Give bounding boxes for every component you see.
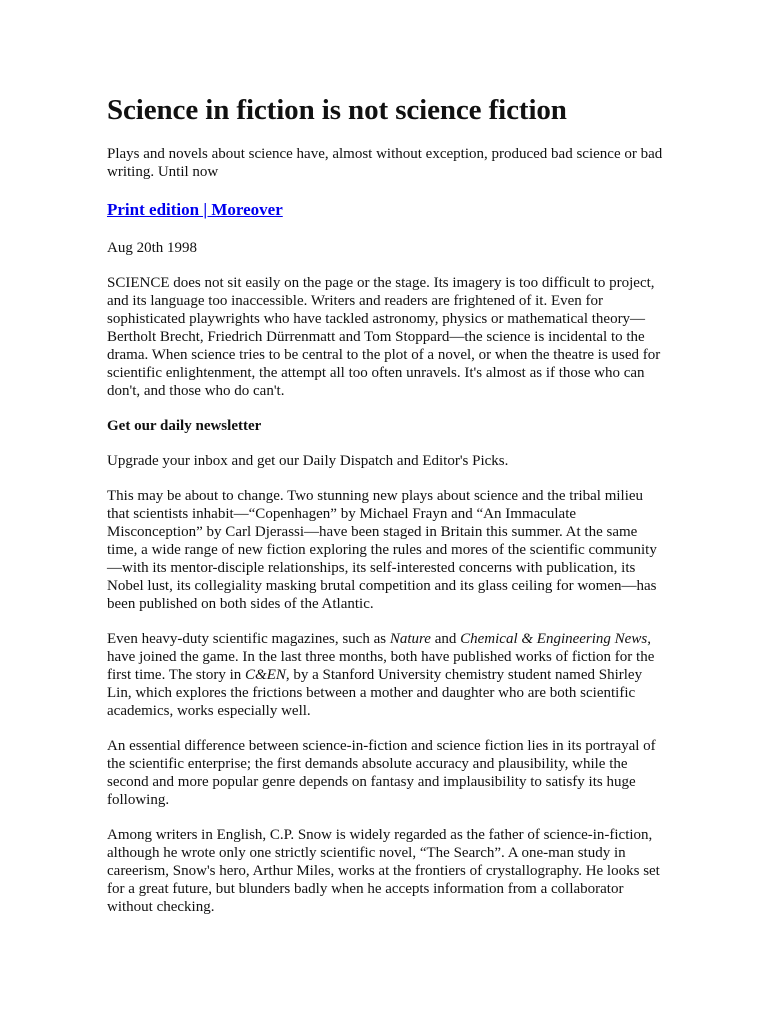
article-title: Science in fiction is not science fiction: [107, 94, 567, 126]
paragraph-3-text: Even heavy-duty scientific magazines, such as: [107, 631, 390, 647]
paragraph-3: [107, 630, 668, 720]
paragraph-1: SCIENCE does not sit easily on the page or the stage. Its imagery is too difficult to project, and its language too inaccessible. Writers and readers are frightened of it. Even for sophisticated playwrights who have tackled astronomy, physics or mathematical theory—Bertholt Brecht, Friedrich Dürrenmatt and Tom Stoppard—the science is incidental to the drama. When science tries to be central to the plot of a novel, or when the theatre is used for scientific enlightenment, the attempt all too often unravels. It's almost as if those who can don't, and those who do can't.: [107, 275, 661, 399]
article-standfirst: Plays and novels about science have, almost without exception, produced bad science or bad writing. Until now: [107, 146, 663, 180]
newsletter-heading: Get our daily newsletter: [107, 418, 262, 434]
paragraph-3-text: , have joined the game. In the last three months, both have published works of fiction for the first time. The story in: [107, 631, 655, 683]
article-date: Aug 20th 1998: [107, 240, 197, 256]
paragraph-3-text: , by a Stanford University chemistry student named Shirley Lin, which explores the frictions between a mother and daughter who are both scientific academics, works especially well.: [107, 667, 643, 719]
newsletter-text: Upgrade your inbox and get our Daily Dispatch and Editor's Picks.: [107, 453, 509, 469]
magazine-name-cen: Chemical & Engineering News: [460, 631, 648, 647]
paragraph-5: Among writers in English, C.P. Snow is widely regarded as the father of science-in-fiction, although he wrote only one strictly scientific novel, “The Search”. A one-man study in careerism, Snow's hero, Arthur Miles, works at the frontiers of crystallography. He looks set for a great future, but blunders badly when he accepts information from a collaborator without checking.: [107, 827, 660, 915]
paragraph-2: This may be about to change. Two stunning new plays about science and the tribal milieu that scientists inhabit—“Copenhagen” by Michael Frayn and “An Immaculate Misconception” by Carl Djerassi—have been staged in Britain this summer. At the same time, a wide range of new fiction exploring the rules and mores of the scientific community—with its mentor-disciple relationships, its self-interested concerns with publication, its Nobel lust, its collegiality masking brutal competition and its glass ceiling for women—has been published on both sides of the Atlantic.: [107, 488, 657, 612]
paragraph-3-text: and: [430, 631, 461, 647]
section-link[interactable]: Print edition | Moreover: [107, 200, 283, 219]
paragraph-4: An essential difference between science-in-fiction and science fiction lies in its portrayal of the scientific enterprise; the first demands absolute accuracy and plausibility, while the second and more popular genre depends on fantasy and implausibility to satisfy its huge following.: [107, 738, 656, 808]
magazine-name-nature: Nature: [389, 631, 431, 647]
magazine-abbrev-cen: C&EN: [245, 667, 286, 683]
